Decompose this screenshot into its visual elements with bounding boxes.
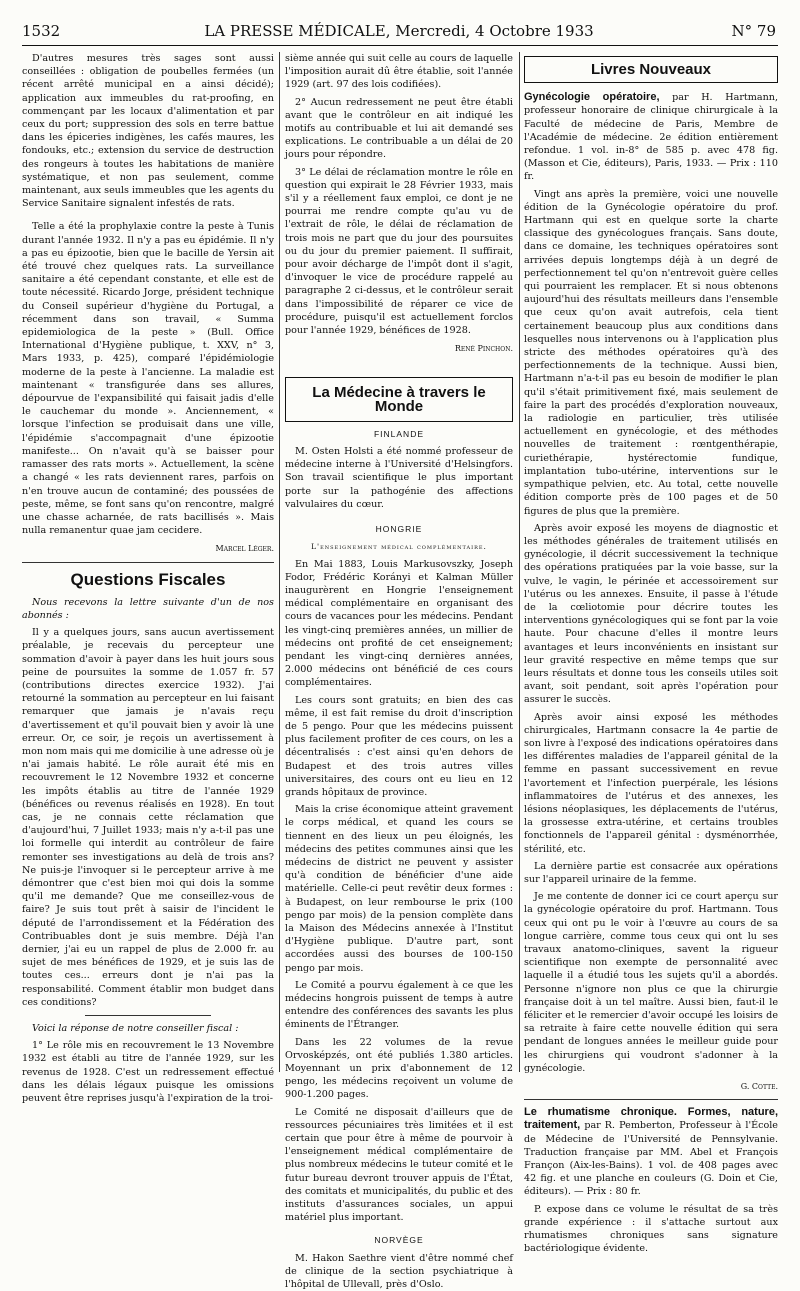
column-divider [279, 52, 280, 1072]
hongrie-paragraph-4: Le Comité a pourvu également à ce que les médecins hongrois puissent de temps à autre entendre des conférences des savants les plus éminents de l'Étranger. [285, 979, 513, 1031]
book1-paragraph-5: Je me contente de donner ici ce court aperçu sur la gynécologie opératoire du prof. Hartmann. Tous ceux qui ont pu le voir à l'œuvre au cours de sa longue carrière, comme tous ceux qui ont lu ses travaux anatomo-cliniques, savent la rigueur scientifique non exempte de personnalité avec laquelle il a étudié tous les sujets qu'il a abordés. Personne n'ignore non plus ce que la chirurgie française doit à un tel maître. Aussi bien, faut-il le féliciter et le remercier d'avoir occupé les loisirs de sa retraite à faire cette nouvelle édition qui sera pendant de longues années le meilleur guide pour les chirurgiens qui voudront s'adonner à la gynécologie. [524, 891, 778, 1074]
column-3 [524, 52, 778, 1255]
fiscal-point-3: 3° Le délai de réclamation montre le rôle en question qui expirait le 28 Février 1933, mais s'il y a réellement faux emploi, ce dont je ne pourrai me rendre compte qu'au vu de l'extrait de rôle, le délai de réclamation de trois mois ne part que du jour des poursuites ou du jour du premier paiement. Il suffirait, pour avoir décharge de l'impôt dont il s'agit, d'invoquer le vice de procédure rappelé au paragraphe 2 ci-dessus, et le contrôleur serait dans l'impossibilité de réparer ce vice de procédure, puisqu'il est actuellement forclos pour l'année 1929, bénéfices de 1928. [285, 166, 513, 337]
journal-title: LA PRESSE MÉDICALE, Mercredi, 4 Octobre 1933 [204, 22, 594, 40]
section-box-monde [285, 377, 513, 421]
header-rule [22, 45, 778, 46]
book1-title: Gynécologie opératoire, [524, 91, 660, 104]
hongrie-paragraph-1: En Mai 1883, Louis Markusovszky, Joseph Fodor, Frédéric Korányi et Kalman Müller inaugurèrent en Hongrie l'enseignement médical complémentaire en organisant des cours de vacances pour les médecins. Pendant les vingt-cinq premières années, un millier de médecins ont profité de cet enseignement; pendant les vingt-cinq dernières années, 2.000 médecins ont bénéficié de ces cours complémentaires. [285, 558, 513, 689]
fiscal-letter: Il y a quelques jours, sans aucun avertissement préalable, je recevais du percepteur une sommation d'avoir à payer dans les huit jours sous peine de poursuites la somme de 1.057 fr. 57 (contributions directes exercice 1932). J'ai retourné la sommation au percepteur en lui faisant remarquer que jamais je n'avais reçu d'avertissement et qu'il pouvait bien y avoir là une erreur. Or, ce soir, je reçois un avertissement à mon nom mais qui me domicilie à une adresse où je n'ai jamais habité. Le rôle aurait été mis en recouvrement le 12 Novembre 1932 et concerne les impôts établis au titre de l'année 1929 (bénéfices ou revenus réalisés en 1928). En tout cas, je ne connais cette réclamation que d'aujourd'hui, 7 Juillet 1933; mais n'y a-t-il pas une loi formelle qui interdit au contrôleur de faire remonter ses investigations au delà de trois ans? Ne puis-je l'invoquer si le percepteur arrive à me démontrer que c'est bien moi qui dois la somme qu'il me demande? Que me conseillez-vous de faire? Je suis tout prêt à saisir de l'incident le député de l'arrondissement et la Fédération des Contribuables dont je suis membre. Déjà l'an dernier, j'ai eu un rappel de plus de 2.000 fr. au sujet de mes bénéfices de 1929, et je suis las de toutes ces... erreurs dont je n'ai pas la responsabilité. Comment établir mon budget dans ces conditions? [22, 627, 274, 1008]
page-header [22, 20, 776, 44]
column-1 [22, 52, 274, 1105]
country-finlande: FINLANDE [373, 428, 425, 439]
fiscal-point-2: 2° Aucun redressement ne peut être établi avant que le contrôleur en ait indiqué les motifs au contribuable et lui ait demandé ses explications. Le contribuable a un délai de 20 jours pour répondre. [285, 96, 513, 161]
plague-paragraph-1: D'autres mesures très sages sont aussi conseillées : obligation de poubelles fermées (un récent arrêté municipal en a ainsi décidé); application aux immeubles du rat-proofing, en commençant par les locaux d'alimentation et par ceux du port; suppression des sols en terre battue dans les épiceries indigènes, les cafés maures, les fondouks, etc.; extension du service de destruction des rongeurs à toutes les habitations de manière systématique, et non pas seulement, comme maintenant, aux seuls immeubles que les agents du Service Sanitaire signalent infestés de rats. [22, 53, 274, 210]
finlande-text: M. Osten Holsti a été nommé professeur de médecine interne à l'Université d'Helsingfors. Son travail scientifique le plus important porte sur la pathogénie des affections valvulaires du cœur. [285, 446, 513, 510]
section-divider [524, 1099, 778, 1100]
fiscal-reply-intro: Voici la réponse de notre conseiller fiscal : [32, 1023, 239, 1035]
book1-header [524, 91, 778, 183]
column-divider [519, 52, 520, 1072]
book1-paragraph-4: La dernière partie est consacrée aux opérations sur l'appareil urinaire de la femme. [524, 860, 778, 885]
section-title-questions-fiscales: Questions Fiscales [70, 569, 226, 589]
fiscal-continued: sième année qui suit celle au cours de laquelle l'imposition aurait dû être établie, soit l'année 1929 (art. 97 des lois codifiées). [285, 53, 513, 91]
fiscal-intro: Nous recevons la lettre suivante d'un de nos abonnés : [22, 596, 274, 621]
book1-paragraph-3: Après avoir ainsi exposé les méthodes chirurgicales, Hartmann consacre la 4e partie de son livre à l'exposé des indications opératoires dans les différentes maladies de l'appareil génital de la femme en passant successivement en revue l'avortement et l'infection puerpérale, les lésions inflammatoires de l'utérus et des annexes, les lésions néoplasiques, les déplacements de l'utérus, la grossesse extra-utérine, et certains troubles fonctionnels de l'appareil génital : dysménorrhée, stérilité, etc. [524, 711, 778, 855]
section-divider [22, 562, 274, 563]
country-hongrie: HONGRIE [375, 524, 423, 535]
book2-meta: par R. Pemberton, Professeur à l'École de Médecine de l'Université de Pennsylvanie. Traduction française par MM. Abel et François Françon (Aix-les-Bains). 1 vol. de 408 pages avec 42 fig. et une planche en couleurs (G. Doin et Cie, éditeurs). — Prix : 80 fr. [524, 1120, 778, 1198]
norvege-text: M. Hakon Saethre vient d'être nommé chef de clinique de la section psychiatrique à l'hôpital de Ullevall, près d'Oslo. [285, 1252, 513, 1291]
section-box-livres [524, 56, 778, 83]
country-norvege: NORVÈGE [374, 1235, 424, 1246]
plague-paragraph-2: Telle a été la prophylaxie contre la peste à Tunis durant l'année 1932. Il n'y a pas eu épidémie. Il n'y a pas eu épizootie, bien que le bacille de Yersin ait été trouvé chez quelques rats. La surveillance sanitaire a été cependant constante, et elle est de toute nécessité. Ricardo Jorge, président technique du Conseil supérieur d'hygiène du Portugal, a récemment dans son travail, « Summa epidemiologica de la peste » (Bull. Office International d'Hygiène publique, t. XXV, n° 3, Mars 1933, p. 425), comparé l'épidémiologie moderne de la peste à l'ancienne. La maladie est maintenant « transfigurée dans ses allures, dépourvue de l'expansibilité qui faisait jadis d'elle le cauchemar du monde ». Anciennement, « lorsque l'infection se produisait dans une ville, l'épidémie s'accompagnait d'une épizootie manifeste... On n'avait qu'à se baisser pour ramasser des rats morts ». Actuellement, la scène a changé « les rats deviennent rares, parfois on n'en trouve aucun de contaminé; des poussées de peste, même, se font sans qu'on rencontre, malgré une chasse acharnée, de rats bacillisés ». Mais nulla remanentur quae jam cecidere. [22, 221, 274, 537]
book2-paragraph-1: P. expose dans ce volume le résultat de sa très grande expérience : il s'attache surtout aux rhumatismes chroniques sans signature bactériologique évidente. [524, 1203, 778, 1255]
hongrie-paragraph-5: Dans les 22 volumes de la revue Orvosképzés, ont été publiés 1.380 articles. Moyennant un prix d'abonnement de 12 pengo, les médecins reçoivent un volume de 900-1.200 pages. [285, 1036, 513, 1101]
signature-leger: Marcel Léger. [215, 544, 274, 554]
column-2 [285, 52, 513, 1291]
hongrie-paragraph-6: Le Comité ne disposait d'ailleurs que de ressources pécuniaires très limitées et il est certain que pour être à même de pourvoir à l'enseignement médical complémentaire de plus nombreux médecins le tuteur comité et le futur bureau devront trouver appuis de l'État, des comitats et municipalités, du public et des instituts d'assurances sociales, un appui matériel plus important. [285, 1106, 513, 1224]
signature-pinchon: René Pinchon. [454, 344, 513, 354]
page-number: 1532 [22, 22, 61, 40]
section-title-medecine-monde: La Médecine à travers le Monde [312, 384, 486, 415]
hongrie-paragraph-3: Mais la crise économique atteint gravement le corps médical, et quand les cours se tiennent en des lieux un peu éloignés, les médecins des petites communes ainsi que les médecins de district ne peuvent y assister qu'à condition de bénéficier d'une aide matérielle. Celle-ci peut revêtir deux formes : à Budapest, on leur rembourse le prix (100 pengo par mois) de la pension complète dans la Maison des Médecins annexée à l'Institut d'Hygiène publique. D'autre part, sont accordées aussi des bourses de 100-150 pengo par mois. [285, 804, 513, 974]
section-title-livres-nouveaux: Livres Nouveaux [590, 61, 712, 78]
book1-meta: par H. Hartmann, professeur honoraire de clinique chirurgicale à la Faculté de médecine de Paris, Membre de l'Académie de médecine. 2e édition entièrement refondue. 1 vol. in-8° de 585 p. avec 478 fig. (Masson et Cie, éditeurs), Paris, 1933. — Prix : 110 fr. [524, 92, 778, 183]
book1-paragraph-2: Après avoir exposé les moyens de diagnostic et les méthodes générales de traitement utilisés en gynécologie, il décrit successivement la technique des opérations pratiquées par la voie basse, sur la vulve, le vagin, le périnée et accessoirement sur l'utérus ou les annexes. Ensuite, il passe à l'étude de la cœliotomie pour décrire toutes les interventions gynécologiques qui se font par la voie haute. Pour chacune d'elles il montre leurs avantages et leurs inconvénients en insistant sur leur gravité respective en même temps que sur leurs résultats et donne tous les conseils utiles soit avant, soit pendant, soit après l'opération pour assurer le succès. [524, 522, 778, 706]
hongrie-paragraph-2: Les cours sont gratuits; en bien des cas même, il est fait remise du droit d'inscription de 5 pengo. Pour que les médecins puissent plus facilement profiter de ces cours, on les a décentralisés : c'est ainsi qu'en dehors de Budapest et des trois autres villes universitaires, des cours ont eu lieu en 12 grands hôpitaux de province. [285, 694, 513, 798]
fiscal-reply: 1° Le rôle mis en recouvrement le 13 Novembre 1932 est établi au titre de l'année 1929, sur les revenus de 1928. C'est un redressement effectué dans les délais légaux puisque les omissions peuvent être reprises jusqu'à l'expiration de la troi- [22, 1040, 274, 1105]
short-divider [85, 1015, 211, 1016]
book2-title: Le rhumatisme chronique. Formes, nature, traitement, [524, 1106, 778, 1132]
issue-number: N° 79 [731, 22, 776, 40]
signature-cotte: G. Cotte. [740, 1082, 778, 1092]
hongrie-subtitle: L'enseignement médical complémentaire. [311, 542, 487, 552]
book1-paragraph-1: Vingt ans après la première, voici une nouvelle édition de la Gynécologie opératoire du prof. Hartmann qui est en quelque sorte la charte classique des gynécologues français. Sans doute, dans ce domaine, les techniques opératoires sont arrivées depuis longtemps déjà à un degré de perfectionnement tel qu'on n'entrevoit guère celles qui pourraient les remplacer. Et si nous obtenons aujourd'hui des résultats meilleurs dans l'ensemble que ceux qu'on avait autrefois, cela tient certainement beaucoup plus aux conditions dans lesquelles nous intervenons ou à l'application plus stricte des méthodes opératoires qu'à des perfectionnements de la technique. Aussi bien, Hartmann n'a-t-il pas eu besoin de modifier le plan qu'il s'était primitivement fixé, mais seulement de faire la part des procédés d'exploration nouveaux, la radiologie en particulier, très utilisée actuellement en gynécologie, et des méthodes nouvelles de traitement : rœntgenthérapie, curiethérapie, hystérectomie fundique, implantation tubo-utérine, interventions sur le sympathique pelvien, etc. Au total, cette nouvelle édition comporte près de 100 pages et de 50 figures de plus que la première. [524, 188, 778, 517]
book2-header [524, 1106, 778, 1198]
